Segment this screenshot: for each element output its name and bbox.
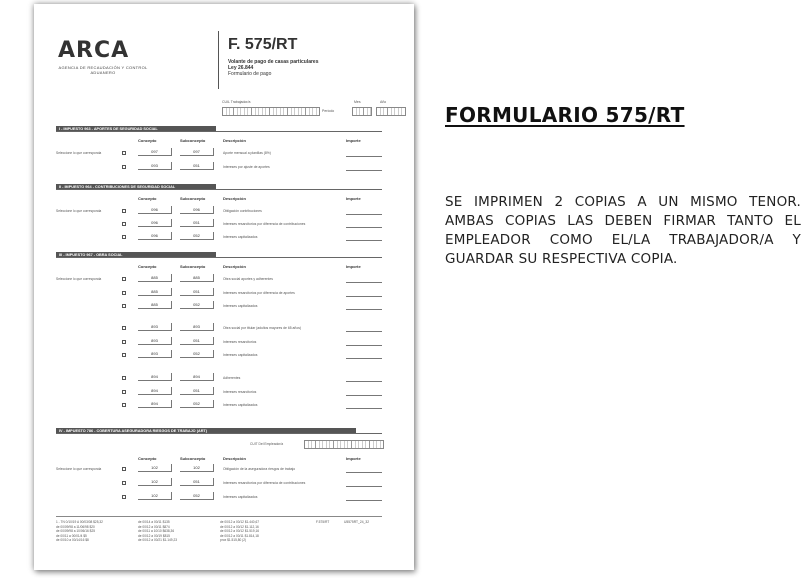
- row-description: Intereses resarcitorios por diferencia de contribuciones: [223, 222, 306, 226]
- row-checkbox[interactable]: [122, 304, 126, 308]
- subconcepto-code: 885: [180, 274, 214, 282]
- importe-field[interactable]: [346, 240, 382, 241]
- concepto-code: 894: [138, 400, 172, 408]
- concepto-code: 885: [138, 274, 172, 282]
- col-header-importe: Importe: [346, 196, 361, 201]
- col-header-concepto: Concepto: [138, 196, 157, 201]
- concepto-code: 893: [138, 323, 172, 331]
- subconcepto-code: 051: [180, 162, 214, 170]
- form-desc-line1: Volante de pago de casas particulares: [228, 59, 319, 65]
- subconcepto-code: 052: [180, 492, 214, 500]
- concepto-code: 894: [138, 387, 172, 395]
- subconcepto-code: 052: [180, 400, 214, 408]
- importe-field[interactable]: [346, 282, 382, 283]
- subconcepto-code: 052: [180, 232, 214, 240]
- cuit-label: CUIT Del Empleador/a: [250, 442, 284, 446]
- subconcepto-code: 894: [180, 373, 214, 381]
- cuit-input[interactable]: [304, 440, 384, 449]
- logo-subtitle: AGENCIA DE RECAUDACIÓN Y CONTROL ADUANERO: [58, 65, 148, 75]
- row-checkbox[interactable]: [122, 151, 126, 155]
- arca-logo: [58, 40, 148, 75]
- subconcepto-code: 051: [180, 288, 214, 296]
- anio-label: Año: [380, 100, 387, 104]
- importe-field[interactable]: [346, 170, 382, 171]
- subconcepto-code: 097: [180, 148, 214, 156]
- concepto-code: 893: [138, 337, 172, 345]
- concepto-code: 102: [138, 478, 172, 486]
- importe-field[interactable]: [346, 381, 382, 382]
- periodo-label: Período: [322, 109, 335, 113]
- row-checkbox[interactable]: [122, 326, 126, 330]
- col-header-importe: Importe: [346, 456, 361, 461]
- concepto-code: 093: [138, 162, 172, 170]
- importe-field[interactable]: [346, 345, 382, 346]
- importe-field[interactable]: [346, 227, 382, 228]
- panel-title: FORMULARIO 575/RT: [445, 103, 685, 127]
- concepto-code: 893: [138, 350, 172, 358]
- subconcepto-code: 052: [180, 350, 214, 358]
- row-description: Intereses capitalizados: [223, 304, 258, 308]
- row-description: Intereses resarcitorios: [223, 390, 257, 394]
- col-header-concepto: Concepto: [138, 264, 157, 269]
- select-label: Seleccione lo que corresponda: [56, 151, 102, 155]
- select-label: Seleccione lo que corresponda: [56, 277, 102, 281]
- row-description: Adherentes: [223, 376, 241, 380]
- row-checkbox[interactable]: [122, 376, 126, 380]
- section-divider: [56, 131, 382, 132]
- subconcepto-code: 051: [180, 219, 214, 227]
- subconcepto-code: 096: [180, 206, 214, 214]
- concepto-code: 885: [138, 301, 172, 309]
- section-title: I - IMPUESTO 963 - APORTES DE SEGURIDAD SOCIAL: [56, 126, 216, 132]
- col-header-concepto: Concepto: [138, 138, 157, 143]
- concepto-code: 102: [138, 492, 172, 500]
- section-divider: [56, 189, 382, 190]
- importe-field[interactable]: [346, 156, 382, 157]
- form-desc-line2: Ley 26.844: [228, 65, 254, 71]
- concepto-code: 102: [138, 464, 172, 472]
- col-header-importe: Importe: [346, 138, 361, 143]
- row-description: Obra social aportes y adherentes: [223, 277, 273, 281]
- header-divider: [218, 31, 219, 89]
- importe-field[interactable]: [346, 500, 382, 501]
- select-label: Seleccione lo que corresponda: [56, 467, 102, 471]
- row-description: Intereses resarcitorios por diferencia de contribuciones: [223, 481, 306, 485]
- importe-field[interactable]: [346, 486, 382, 487]
- form-description: [228, 59, 319, 77]
- subconcepto-code: 051: [180, 337, 214, 345]
- footer-form-code: F.575/RT: [316, 520, 330, 524]
- row-checkbox[interactable]: [122, 495, 126, 499]
- row-checkbox[interactable]: [122, 390, 126, 394]
- subconcepto-code: 051: [180, 387, 214, 395]
- subconcepto-code: 893: [180, 323, 214, 331]
- form-number: F. 575/RT: [228, 36, 298, 53]
- footer-divider: [56, 516, 382, 517]
- form-desc-line3: Formulario de pago: [228, 71, 272, 77]
- logo-name: ARCA: [58, 38, 130, 63]
- importe-field[interactable]: [346, 296, 382, 297]
- form-sheet: [34, 4, 414, 570]
- section-divider: [56, 433, 382, 434]
- row-description: Intereses capitalizados: [223, 353, 258, 357]
- col-header-descripcion: Descripción: [223, 456, 246, 461]
- col-header-concepto: Concepto: [138, 456, 157, 461]
- row-checkbox[interactable]: [122, 222, 126, 226]
- concepto-code: 096: [138, 219, 172, 227]
- row-checkbox[interactable]: [122, 209, 126, 213]
- section-title: II - IMPUESTO 964 - CONTRIBUCIONES DE SEGURIDAD SOCIAL: [56, 184, 216, 190]
- cuil-input[interactable]: [222, 107, 320, 116]
- row-checkbox[interactable]: [122, 481, 126, 485]
- cuil-label: CUIL Trabajador/a: [222, 100, 251, 104]
- subconcepto-code: 052: [180, 301, 214, 309]
- col-header-subconcepto: Subconcepto: [180, 138, 206, 143]
- col-header-subconcepto: Subconcepto: [180, 456, 206, 461]
- importe-field[interactable]: [346, 309, 382, 310]
- section-title: III - IMPUESTO 967 - OBRA SOCIAL: [56, 252, 216, 258]
- importe-field[interactable]: [346, 472, 382, 473]
- mes-label: Mes: [354, 100, 361, 104]
- row-description: Obligación contribuciones: [223, 209, 262, 213]
- select-label: Seleccione lo que corresponda: [56, 209, 102, 213]
- col-header-importe: Importe: [346, 264, 361, 269]
- row-description: Intereses resarcitorios: [223, 340, 257, 344]
- col-header-subconcepto: Subconcepto: [180, 196, 206, 201]
- row-checkbox[interactable]: [122, 235, 126, 239]
- importe-field[interactable]: [346, 408, 382, 409]
- importe-field[interactable]: [346, 358, 382, 359]
- importe-field[interactable]: [346, 214, 382, 215]
- col-header-descripcion: Descripción: [223, 264, 246, 269]
- concepto-code: 894: [138, 373, 172, 381]
- footer-col-2: de 00/14 a 00/11 $135 de 00/12 a 00/11 $874 de 00/11 a 10/10 $638,36 de 00/12 a 00/19 $815 de 00/12 a 00/21 $1.149,23: [138, 520, 177, 543]
- concepto-code: 097: [138, 148, 172, 156]
- panel-text: SE IMPRIMEN 2 COPIAS A UN MISMO TENOR. AMBAS COPIAS LAS DEBEN FIRMAR TANTO EL EMPLEADOR COMO EL/LA TRABAJADOR/A Y GUARDAR SU RESPECTIVA COPIA.: [445, 194, 801, 267]
- importe-field[interactable]: [346, 395, 382, 396]
- row-description: Obra social por titular (adultos mayores de 65 años): [223, 326, 302, 330]
- footer-version-code: U5575RT_24_32: [344, 520, 370, 524]
- anio-input[interactable]: [376, 107, 406, 116]
- row-checkbox[interactable]: [122, 277, 126, 281]
- subconcepto-code: 102: [180, 464, 214, 472]
- row-checkbox[interactable]: [122, 165, 126, 169]
- row-description: Intereses capitalizados: [223, 235, 258, 239]
- concepto-code: 096: [138, 232, 172, 240]
- mes-input[interactable]: [352, 107, 372, 116]
- importe-field[interactable]: [346, 331, 382, 332]
- row-description: Intereses capitalizados: [223, 403, 258, 407]
- row-checkbox[interactable]: [122, 340, 126, 344]
- section-divider: [56, 257, 382, 258]
- subconcepto-code: 051: [180, 478, 214, 486]
- row-description: Intereses capitalizados: [223, 495, 258, 499]
- row-checkbox[interactable]: [122, 403, 126, 407]
- row-description: Obligación de la aseguradora riesgos de trabajo: [223, 467, 296, 471]
- row-description: Intereses por ajuste de aportes: [223, 165, 270, 169]
- col-header-descripcion: Descripción: [223, 196, 246, 201]
- footer-col-3: de 00/12 a 00/12 $1.440,67 de 00/12 a 00/12 $1.112,16 de 00/12 a 00/12 $1.519,16 de 00/12 a 00/11 $1.814,18 prox $1.515,80 (2): [220, 520, 259, 543]
- concepto-code: 885: [138, 288, 172, 296]
- row-description: Aporte mensual a planillas (8%): [223, 151, 271, 155]
- row-checkbox[interactable]: [122, 353, 126, 357]
- row-checkbox[interactable]: [122, 467, 126, 471]
- col-header-subconcepto: Subconcepto: [180, 264, 206, 269]
- cuil-block: [220, 100, 406, 124]
- footer-col-1: 1 - TN 0/10/19 A 00/03/08 $25,32 de 00/09/98 a 11/06/98 $20 de 00/09/98 a 10/06/16 $25 de 00/11 a 00/01/4 $5 de 00/10 a 00/14/16 $8: [56, 520, 103, 543]
- col-header-descripcion: Descripción: [223, 138, 246, 143]
- concepto-code: 096: [138, 206, 172, 214]
- row-description: Intereses resarcitorios por diferencia de aportes: [223, 291, 295, 295]
- row-checkbox[interactable]: [122, 291, 126, 295]
- section-title: IV - IMPUESTO 786 - COBERTURA ASEGURADORA RIESGOS DE TRABAJO (ART): [56, 428, 356, 434]
